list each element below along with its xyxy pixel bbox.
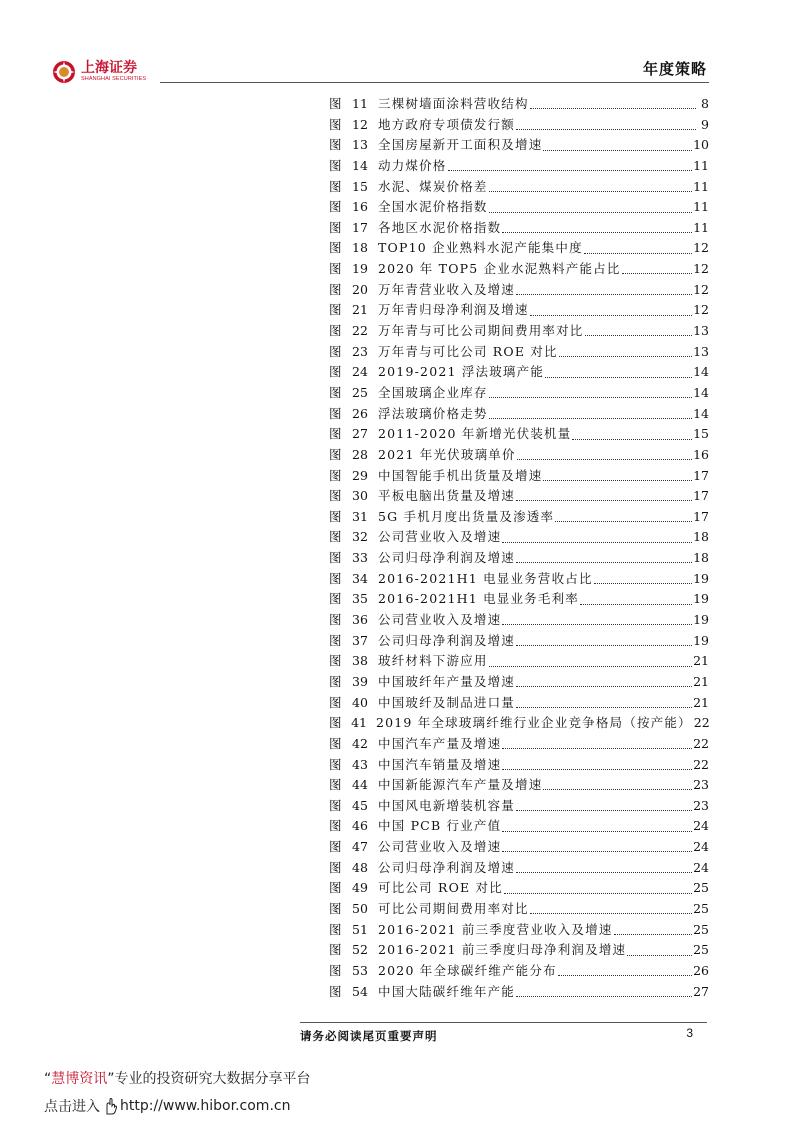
dot-leader (614, 933, 693, 935)
logo-english-name: SHANGHAI SECURITIES (81, 76, 147, 82)
dot-leader (448, 169, 693, 171)
figure-page-number: 17 (693, 488, 709, 504)
dot-leader (489, 396, 692, 398)
figure-title: 公司营业收入及增速 (378, 529, 502, 545)
figure-index-row[interactable] (329, 300, 709, 321)
figure-page-number: 12 (693, 240, 709, 256)
figure-title: 玻纤材料下游应用 (378, 653, 488, 669)
figure-title: 各地区水泥价格指数 (378, 219, 502, 235)
figure-page-number: 11 (693, 199, 709, 215)
dot-leader (516, 128, 696, 130)
figure-page-number: 14 (693, 405, 709, 421)
figure-label: 图 (329, 240, 342, 256)
dot-leader (580, 603, 692, 605)
figure-index-row[interactable] (329, 527, 709, 548)
dot-leader (489, 190, 692, 192)
figure-index-row[interactable] (329, 672, 709, 693)
figure-title: 全国玻璃企业库存 (378, 384, 488, 400)
figure-label: 图 (329, 900, 342, 916)
figure-page-number: 25 (693, 942, 709, 958)
figure-number: 47 (352, 839, 368, 855)
dot-leader (543, 479, 692, 481)
figure-title: 公司归母净利润及增速 (378, 632, 516, 648)
figure-title: 万年青与可比公司期间费用率对比 (378, 323, 584, 339)
figure-number: 28 (352, 446, 368, 462)
figure-number: 20 (352, 281, 368, 297)
figure-title: 2016-2021 前三季度归母净利润及增速 (378, 942, 627, 958)
figure-number: 25 (352, 384, 368, 400)
figure-label: 图 (329, 673, 342, 689)
figure-page-number: 12 (693, 261, 709, 277)
figure-title: 可比公司期间费用率对比 (378, 900, 529, 916)
dot-leader (516, 499, 692, 501)
figure-title: 三棵树墙面涂料营收结构 (378, 96, 529, 111)
figure-index-row[interactable] (329, 342, 709, 363)
dot-leader (502, 747, 692, 749)
figure-page-number: 18 (693, 550, 709, 566)
figure-number: 31 (352, 508, 368, 524)
figure-index-row[interactable] (329, 321, 709, 342)
promo-brand-name: 慧博资讯 (51, 1071, 108, 1087)
dot-leader (530, 314, 692, 316)
figure-number: 48 (352, 859, 368, 875)
figure-number: 46 (352, 818, 368, 834)
figure-index-row[interactable] (329, 589, 709, 610)
dot-leader (530, 912, 692, 914)
dot-leader (572, 438, 692, 440)
logo-chinese-name: 上海证券 (81, 60, 137, 76)
figure-label: 图 (329, 570, 342, 586)
figure-page-number: 24 (693, 839, 709, 855)
disclaimer-note: 请务必阅读尾页重要声明 (300, 1029, 438, 1043)
figure-label: 图 (329, 983, 342, 999)
figure-title: 2021 年光伏玻璃单价 (378, 446, 516, 462)
figure-title: 全国房屋新开工面积及增速 (378, 137, 543, 153)
figure-index-row[interactable] (329, 424, 709, 445)
figure-number: 51 (352, 921, 368, 937)
figure-number: 14 (352, 157, 368, 173)
figure-title: 中国玻纤年产量及增速 (378, 673, 516, 689)
dot-leader (555, 520, 692, 522)
dot-leader (543, 788, 692, 790)
figure-label: 图 (329, 261, 342, 277)
figure-label: 图 (329, 384, 342, 400)
figure-index-row[interactable] (329, 115, 709, 136)
figure-label: 图 (329, 550, 342, 566)
figure-index-row[interactable] (329, 259, 709, 280)
figure-number: 53 (352, 962, 368, 978)
figure-index-row[interactable] (329, 878, 709, 899)
figure-title: 2020 年全球碳纤维产能分布 (378, 962, 557, 978)
dot-leader (516, 995, 692, 997)
figure-title: 地方政府专项债发行额 (378, 116, 516, 132)
figure-label: 图 (329, 96, 342, 111)
dot-leader (627, 954, 692, 956)
figure-number: 11 (352, 96, 368, 111)
figure-title: 可比公司 ROE 对比 (378, 880, 503, 896)
figure-label: 图 (329, 343, 342, 359)
figure-page-number: 25 (693, 900, 709, 916)
footer-divider (300, 1022, 707, 1023)
dot-leader (489, 665, 692, 667)
figure-label: 图 (329, 488, 342, 504)
figure-page-number: 11 (693, 157, 709, 173)
figure-title: 公司营业收入及增速 (378, 839, 502, 855)
company-logo (52, 60, 146, 84)
figure-number: 42 (352, 735, 368, 751)
figure-page-number: 26 (693, 962, 709, 978)
figure-number: 24 (352, 364, 368, 380)
figure-title: 平板电脑出货量及增速 (378, 488, 516, 504)
figure-page-number: 21 (693, 653, 709, 669)
figure-page-number: 19 (693, 632, 709, 648)
figure-title: 水泥、煤炭价格差 (378, 178, 488, 194)
dot-leader (558, 974, 692, 976)
figure-page-number: 10 (693, 137, 709, 153)
dot-leader (489, 211, 692, 213)
figure-label: 图 (329, 405, 342, 421)
figure-number: 54 (352, 983, 368, 999)
dot-leader (502, 541, 692, 543)
dot-leader (502, 231, 692, 233)
figure-index-row[interactable] (329, 156, 709, 177)
figure-index-row[interactable] (329, 693, 709, 714)
figure-number: 27 (352, 426, 368, 442)
figure-label: 图 (329, 962, 342, 978)
figure-index-row[interactable] (329, 238, 709, 259)
figure-label: 图 (329, 137, 342, 153)
figure-number: 37 (352, 632, 368, 648)
figure-label: 图 (329, 157, 342, 173)
figure-index-row[interactable] (329, 775, 709, 796)
figure-title: 公司归母净利润及增速 (378, 550, 516, 566)
figure-label: 图 (329, 818, 342, 834)
figure-label: 图 (329, 880, 342, 896)
figure-index-row[interactable] (329, 466, 709, 487)
figure-index-row[interactable] (329, 837, 709, 858)
figure-page-number: 8 (701, 96, 709, 111)
figure-page-number: 16 (693, 446, 709, 462)
figure-index-row[interactable] (329, 94, 709, 115)
figure-title: 中国大陆碳纤维年产能 (378, 983, 516, 999)
figure-page-number: 14 (693, 384, 709, 400)
figure-index-row[interactable] (329, 404, 709, 425)
dot-leader (516, 685, 692, 687)
figure-page-number: 23 (693, 797, 709, 813)
figure-label: 图 (329, 797, 342, 813)
shanghai-securities-logo-icon (52, 60, 76, 84)
figure-page-number: 13 (693, 343, 709, 359)
figure-page-number: 22 (693, 756, 709, 772)
figure-number: 19 (352, 261, 368, 277)
dot-leader (516, 293, 692, 295)
figure-number: 41 (351, 715, 367, 731)
hand-pointer-icon (102, 1097, 118, 1115)
figure-page-number: 24 (693, 859, 709, 875)
figure-number: 15 (352, 178, 368, 194)
figure-number: 30 (352, 488, 368, 504)
figure-title: 2020 年 TOP5 企业水泥熟料产能占比 (378, 261, 621, 277)
figure-index-row[interactable] (329, 280, 709, 301)
dot-leader (516, 561, 692, 563)
figure-label: 图 (329, 508, 342, 524)
dot-leader (489, 417, 692, 419)
dot-leader (516, 871, 692, 873)
figure-number: 35 (352, 591, 368, 607)
figure-label: 图 (329, 653, 342, 669)
figure-page-number: 18 (693, 529, 709, 545)
quote-open: “ (44, 1071, 52, 1087)
dot-leader (594, 582, 692, 584)
promo-url-link[interactable]: http://www.hibor.com.cn (120, 1098, 291, 1114)
figure-page-number: 11 (693, 219, 709, 235)
figure-page-number: 22 (693, 715, 710, 731)
dot-leader (622, 272, 693, 274)
figure-page-number: 21 (693, 673, 709, 689)
figure-title: 动力煤价格 (378, 157, 447, 173)
figure-title: 中国 PCB 行业产值 (378, 818, 502, 834)
figure-index-row[interactable] (329, 920, 709, 941)
figure-number: 33 (352, 550, 368, 566)
figure-title: 浮法玻璃价格走势 (378, 405, 488, 421)
dot-leader (502, 830, 692, 832)
figure-label: 图 (329, 632, 342, 648)
figure-index-row[interactable] (329, 734, 709, 755)
figure-index-row[interactable] (329, 383, 709, 404)
dot-leader (516, 809, 692, 811)
figure-title: 中国风电新增装机容量 (378, 797, 516, 813)
figure-page-number: 27 (693, 983, 709, 999)
figure-label: 图 (329, 446, 342, 462)
figure-page-number: 23 (693, 777, 709, 793)
figure-number: 40 (352, 694, 368, 710)
figure-page-number: 9 (701, 116, 709, 132)
figure-title: 2011-2020 年新增光伏装机量 (378, 426, 572, 442)
figure-title: 公司归母净利润及增速 (378, 859, 516, 875)
figure-number: 12 (352, 116, 368, 132)
figure-label: 图 (329, 467, 342, 483)
dot-leader (504, 892, 692, 894)
figure-title: 中国汽车销量及增速 (378, 756, 502, 772)
figure-number: 45 (352, 797, 368, 813)
dot-leader (543, 149, 692, 151)
figure-index-row[interactable] (329, 197, 709, 218)
dot-leader (530, 107, 696, 109)
figure-number: 32 (352, 529, 368, 545)
figure-page-number: 14 (693, 364, 709, 380)
dot-leader (545, 376, 692, 378)
dot-leader (585, 334, 693, 336)
figure-page-number: 24 (693, 818, 709, 834)
figure-index-row[interactable] (329, 445, 709, 466)
figure-title: 2016-2021H1 电显业务营收占比 (378, 570, 593, 586)
figure-index-row[interactable] (329, 135, 709, 156)
figure-title: 2016-2021 前三季度营业收入及增速 (378, 921, 613, 937)
figure-title: 万年青营业收入及增速 (378, 281, 516, 297)
figure-number: 13 (352, 137, 368, 153)
figure-label: 图 (329, 529, 342, 545)
figure-number: 36 (352, 612, 368, 628)
header-divider (160, 82, 709, 83)
figure-label: 图 (329, 426, 342, 442)
quote-close: ” (107, 1071, 115, 1087)
promo-link-line[interactable] (44, 1096, 290, 1116)
figure-index-row[interactable] (329, 940, 709, 961)
dot-leader (517, 458, 692, 460)
figure-index-row[interactable] (329, 486, 709, 507)
figure-number: 21 (352, 302, 368, 318)
figure-label: 图 (329, 777, 342, 793)
figure-index-row[interactable] (329, 651, 709, 672)
figure-page-number: 22 (693, 735, 709, 751)
figure-title: TOP10 企业熟料水泥产能集中度 (378, 240, 583, 256)
figure-label: 图 (329, 199, 342, 215)
figure-label: 图 (329, 281, 342, 297)
figure-number: 26 (352, 405, 368, 421)
figure-index-row[interactable] (329, 713, 709, 734)
figure-number: 52 (352, 942, 368, 958)
figure-index-row[interactable] (329, 982, 709, 1003)
figure-index-row[interactable] (329, 796, 709, 817)
figure-number: 34 (352, 570, 368, 586)
figure-index-row[interactable] (329, 816, 709, 837)
figure-label: 图 (329, 323, 342, 339)
figure-label: 图 (329, 715, 342, 731)
figure-number: 18 (352, 240, 368, 256)
promo-tagline-line (44, 1068, 311, 1088)
figure-number: 49 (352, 880, 368, 896)
dot-leader (516, 706, 692, 708)
figure-index-row[interactable] (329, 961, 709, 982)
figure-title: 5G 手机月度出货量及渗透率 (378, 508, 555, 524)
figure-index-list (329, 94, 709, 1002)
figure-index-row[interactable] (329, 899, 709, 920)
figure-index-row[interactable] (329, 548, 709, 569)
figure-page-number: 17 (693, 508, 709, 524)
dot-leader (502, 850, 692, 852)
figure-index-row[interactable] (329, 362, 709, 383)
figure-page-number: 15 (693, 426, 709, 442)
figure-label: 图 (329, 591, 342, 607)
figure-number: 38 (352, 653, 368, 669)
figure-number: 17 (352, 219, 368, 235)
figure-title: 公司营业收入及增速 (378, 612, 502, 628)
figure-title: 中国新能源汽车产量及增速 (378, 777, 543, 793)
figure-page-number: 25 (693, 921, 709, 937)
figure-index-row[interactable] (329, 631, 709, 652)
figure-page-number: 17 (693, 467, 709, 483)
figure-title: 中国玻纤及制品进口量 (378, 694, 516, 710)
figure-title: 2019-2021 浮法玻璃产能 (378, 364, 545, 380)
figure-index-row[interactable] (329, 507, 709, 528)
figure-label: 图 (329, 612, 342, 628)
figure-index-row[interactable] (329, 610, 709, 631)
dot-leader (502, 623, 692, 625)
figure-label: 图 (329, 178, 342, 194)
dot-leader (502, 768, 692, 770)
promo-enter-prefix: 点击进入 (44, 1099, 100, 1115)
figure-title: 万年青归母净利润及增速 (378, 302, 529, 318)
dot-leader (516, 644, 692, 646)
figure-page-number: 19 (693, 570, 709, 586)
figure-label: 图 (329, 921, 342, 937)
figure-number: 50 (352, 900, 368, 916)
figure-index-row[interactable] (329, 858, 709, 879)
report-type-title: 年度策略 (642, 60, 707, 78)
figure-label: 图 (329, 364, 342, 380)
figure-label: 图 (329, 756, 342, 772)
figure-title: 2016-2021H1 电显业务毛利率 (378, 591, 579, 607)
figure-title: 万年青与可比公司 ROE 对比 (378, 343, 558, 359)
figure-number: 29 (352, 467, 368, 483)
figure-title: 2019 年全球玻璃纤维行业企业竞争格局（按产能） (375, 715, 692, 731)
figure-number: 44 (352, 777, 368, 793)
figure-label: 图 (329, 302, 342, 318)
figure-page-number: 19 (693, 591, 709, 607)
figure-index-row[interactable] (329, 755, 709, 776)
figure-page-number: 13 (693, 323, 709, 339)
figure-page-number: 21 (693, 694, 709, 710)
figure-index-row[interactable] (329, 218, 709, 239)
figure-title: 中国汽车产量及增速 (378, 735, 502, 751)
page-number: 3 (686, 1026, 693, 1040)
dot-leader (584, 252, 692, 254)
figure-label: 图 (329, 735, 342, 751)
figure-label: 图 (329, 219, 342, 235)
figure-number: 23 (352, 343, 368, 359)
promo-tagline: 专业的投资研究大数据分享平台 (114, 1071, 311, 1087)
figure-page-number: 19 (693, 612, 709, 628)
figure-label: 图 (329, 694, 342, 710)
figure-page-number: 11 (693, 178, 709, 194)
figure-label: 图 (329, 859, 342, 875)
figure-index-row[interactable] (329, 569, 709, 590)
figure-number: 16 (352, 199, 368, 215)
figure-index-row[interactable] (329, 177, 709, 198)
figure-number: 22 (352, 323, 368, 339)
figure-number: 39 (352, 673, 368, 689)
figure-title: 全国水泥价格指数 (378, 199, 488, 215)
figure-label: 图 (329, 116, 342, 132)
figure-page-number: 12 (693, 281, 709, 297)
figure-title: 中国智能手机出货量及增速 (378, 467, 543, 483)
figure-number: 43 (352, 756, 368, 772)
dot-leader (559, 355, 692, 357)
figure-label: 图 (329, 942, 342, 958)
figure-page-number: 12 (693, 302, 709, 318)
figure-label: 图 (329, 839, 342, 855)
figure-page-number: 25 (693, 880, 709, 896)
